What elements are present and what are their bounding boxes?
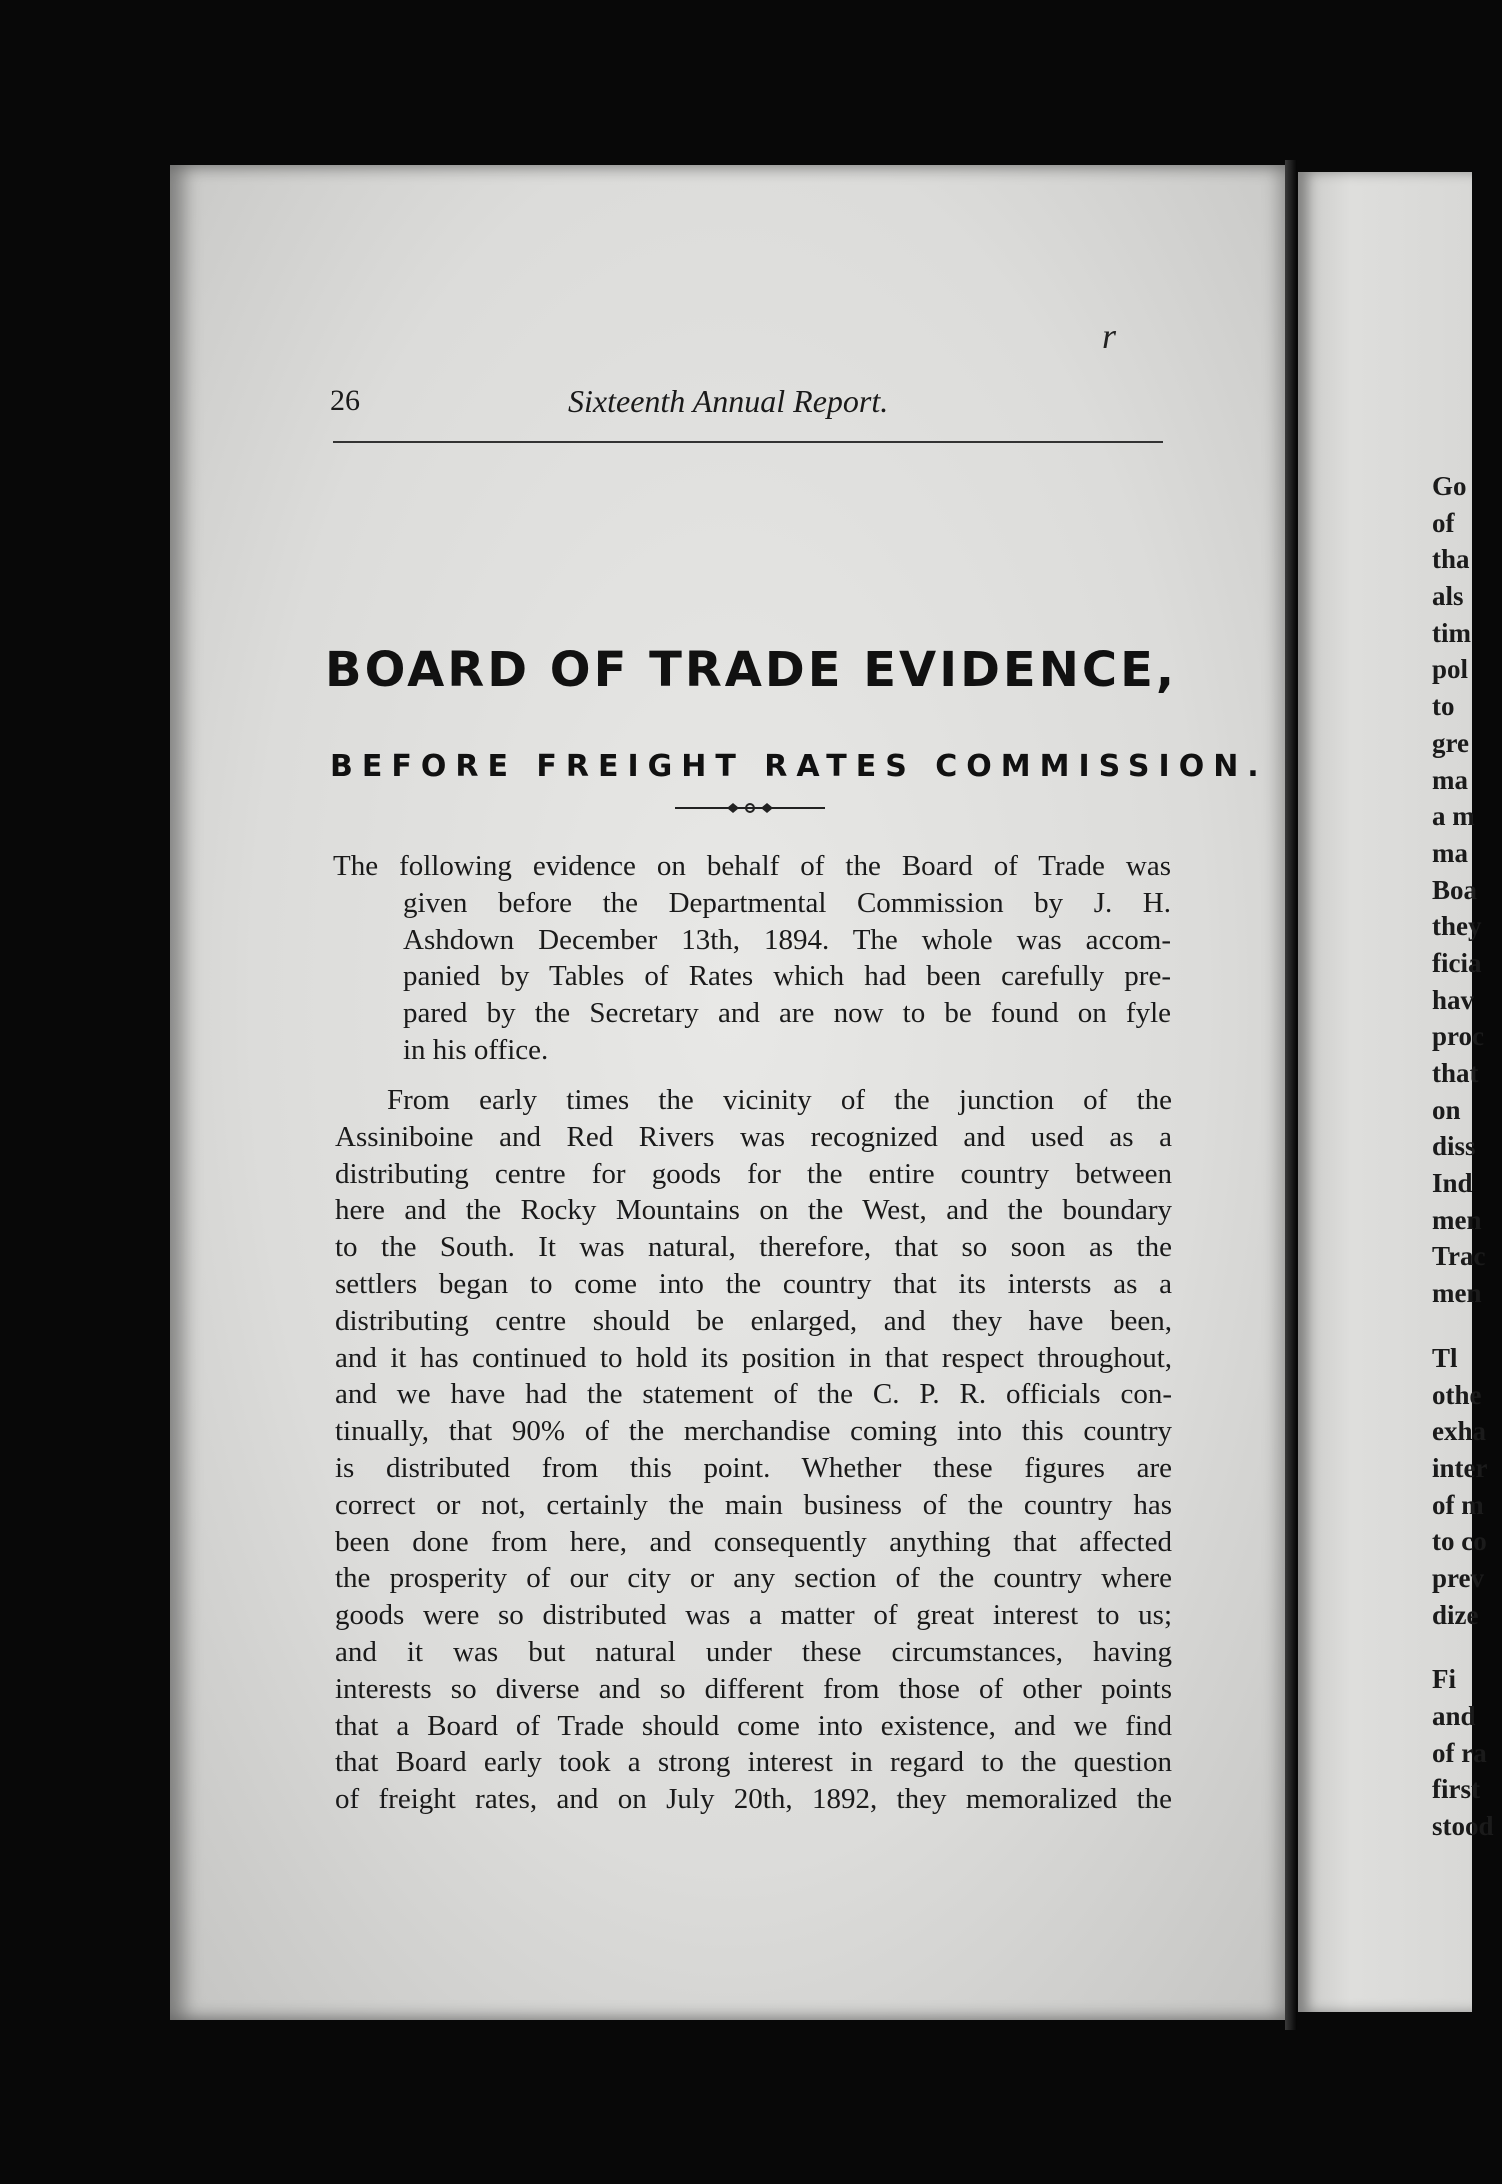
- facing-page-fragment: hav: [1432, 984, 1475, 1015]
- intro-line: given before the Departmental Commission by J. H.: [403, 886, 1171, 919]
- facing-page-text-fragments: [1432, 468, 1502, 1845]
- facing-page-fragment: that: [1432, 1058, 1479, 1088]
- body-line: that a Board of Trade should come into existence, and we find: [335, 1709, 1172, 1742]
- facing-page-fragment: to co: [1432, 1526, 1487, 1557]
- facing-page-fragment: to: [1432, 691, 1455, 722]
- ornament-divider: [675, 800, 825, 816]
- book-gutter: [1285, 160, 1297, 2030]
- body-paragraph: [335, 1082, 1172, 1818]
- running-head: Sixteenth Annual Report.: [568, 383, 889, 419]
- facing-page-fragment: prev: [1432, 1562, 1484, 1593]
- facing-page-fragment: of ra: [1432, 1737, 1487, 1768]
- page-number: 26: [330, 384, 360, 417]
- facing-page-fragment: of: [1432, 507, 1455, 538]
- body-line: of freight rates, and on July 20th, 1892, they memoralized the: [335, 1783, 1172, 1816]
- facing-page-fragment: dize: [1432, 1599, 1479, 1630]
- facing-page-fragment: a m: [1432, 801, 1475, 832]
- body-line: and it has continued to hold its position in that respect throughout,: [335, 1341, 1172, 1374]
- body-line: distributing centre for goods for the entire country between: [335, 1157, 1172, 1190]
- body-line: been done from here, and consequently anything that affected: [335, 1525, 1172, 1558]
- facing-page-fragment: [1432, 1633, 1502, 1661]
- body-line: Assiniboine and Red Rivers was recognized and used as a: [335, 1120, 1172, 1153]
- pencil-margin-mark: r: [1102, 316, 1117, 356]
- facing-page-fragment: Fi: [1432, 1664, 1456, 1695]
- body-line: is distributed from this point. Whether these figures are: [335, 1451, 1172, 1484]
- facing-page-fragment: pol: [1432, 654, 1469, 685]
- facing-page-fragment: men: [1432, 1278, 1482, 1309]
- facing-page-fragment: ma: [1432, 764, 1468, 795]
- facing-page-fragment: of m: [1432, 1489, 1484, 1520]
- facing-page-fragment: Boa: [1432, 874, 1478, 905]
- facing-page-fragment: othe: [1432, 1379, 1482, 1410]
- facing-page-fragment: Ind: [1432, 1168, 1473, 1199]
- body-line: From early times the vicinity of the junction of the: [387, 1084, 1172, 1116]
- body-line: correct or not, certainly the main business of the country has: [335, 1488, 1172, 1521]
- body-line: to the South. It was natural, therefore, that so soon as the: [335, 1231, 1172, 1264]
- facing-page-fragment: inter: [1432, 1452, 1488, 1483]
- header-rule: [333, 441, 1163, 443]
- facing-page-fragment: exha: [1432, 1416, 1486, 1447]
- facing-page-fragment: tim: [1432, 617, 1471, 648]
- body-line: that Board early took a strong interest in regard to the question: [335, 1746, 1172, 1779]
- facing-page-fragment: ma: [1432, 837, 1468, 868]
- facing-page-fragment: ficia: [1432, 947, 1482, 978]
- facing-page-fragment: [1432, 1312, 1502, 1340]
- facing-page-fragment: Tl: [1432, 1342, 1458, 1373]
- intro-line: Ashdown December 13th, 1894. The whole was accom-: [403, 923, 1171, 956]
- facing-page-fragment: Go: [1432, 471, 1467, 501]
- intro-line: panied by Tables of Rates which had been carefully pre-: [403, 960, 1171, 993]
- body-line: distributing centre should be enlarged, and they have been,: [335, 1304, 1172, 1337]
- article-subtitle: BEFORE FREIGHT RATES COMMISSION.: [330, 749, 1268, 784]
- facing-page-fragment: stood: [1432, 1811, 1494, 1842]
- facing-page-fragment: diss: [1432, 1131, 1476, 1162]
- facing-page-fragment: on: [1432, 1094, 1461, 1125]
- intro-line: The following evidence on behalf of the Board of Trade was: [333, 850, 1171, 882]
- facing-page-fragment: men: [1432, 1204, 1482, 1235]
- body-line: the prosperity of our city or any section of the country where: [335, 1562, 1172, 1595]
- intro-paragraph: [333, 848, 1171, 1069]
- facing-page-fragment: tha: [1432, 544, 1470, 575]
- intro-line: in his office.: [403, 1033, 549, 1066]
- body-line: settlers began to come into the country that its intersts as a: [335, 1267, 1172, 1300]
- facing-page-fragment: they: [1432, 911, 1482, 942]
- facing-page-fragment: proc: [1432, 1021, 1484, 1052]
- body-line: tinually, that 90% of the merchandise coming into this country: [335, 1415, 1172, 1448]
- body-line: here and the Rocky Mountains on the West, and the boundary: [335, 1194, 1172, 1227]
- facing-page-fragment: and: [1432, 1701, 1476, 1731]
- intro-line: pared by the Secretary and are now to be found on fyle: [403, 997, 1171, 1030]
- body-line: interests so diverse and so different from those of other points: [335, 1672, 1172, 1705]
- body-line: goods were so distributed was a matter of great interest to us;: [335, 1599, 1172, 1632]
- body-line: and it was but natural under these circumstances, having: [335, 1635, 1172, 1668]
- article-title: BOARD OF TRADE EVIDENCE,: [325, 642, 1178, 698]
- facing-page-fragment: Trac: [1432, 1241, 1486, 1272]
- facing-page-fragment: gre: [1432, 727, 1469, 758]
- body-line: and we have had the statement of the C. P. R. officials con-: [335, 1378, 1172, 1411]
- facing-page-fragment: als: [1432, 581, 1464, 612]
- facing-page-fragment: first: [1432, 1774, 1480, 1805]
